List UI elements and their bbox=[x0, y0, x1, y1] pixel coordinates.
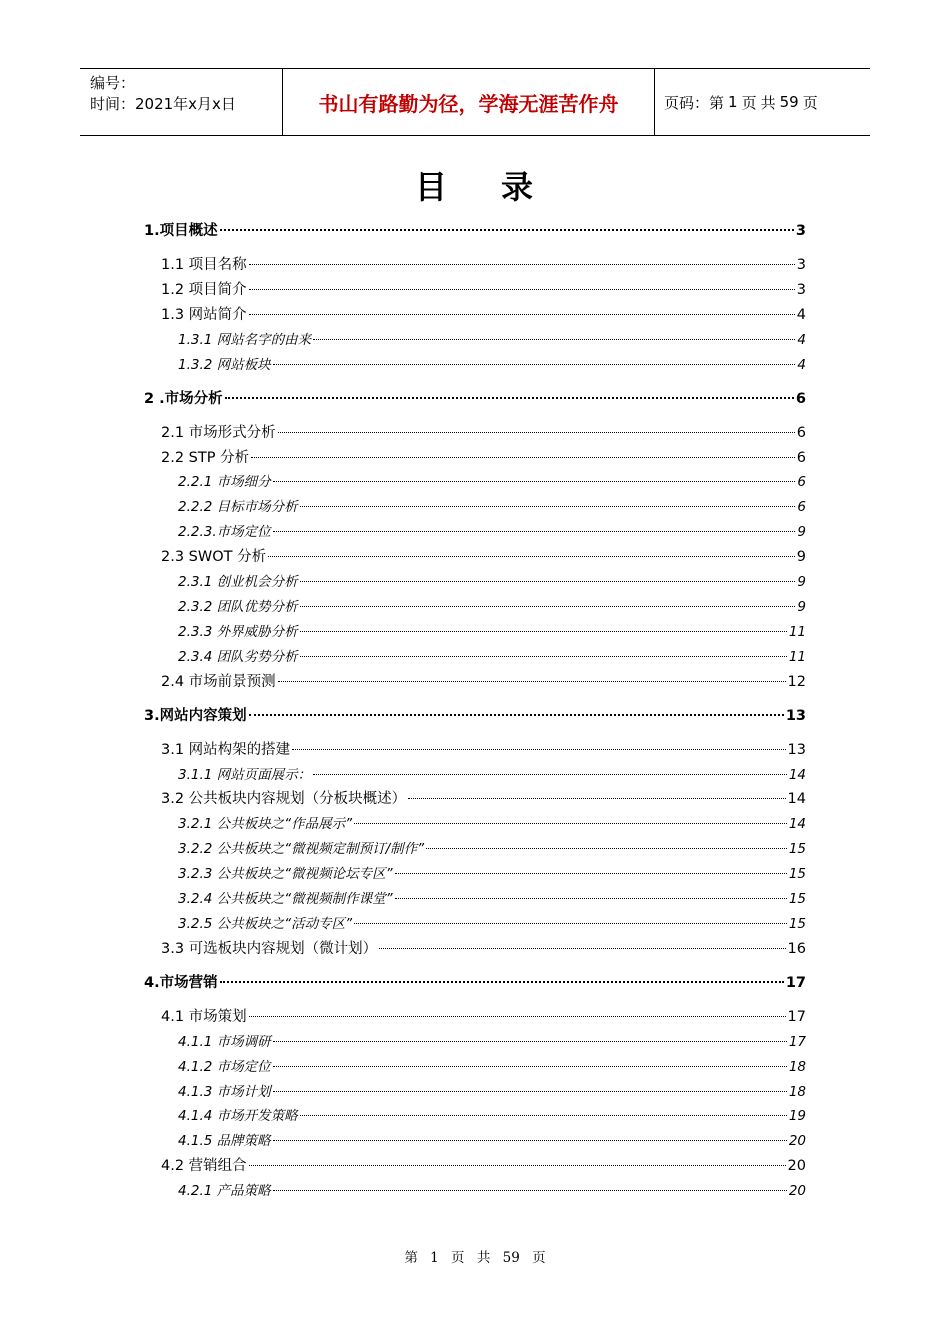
toc-entry-page: 17 bbox=[788, 1033, 806, 1050]
toc-leader-dots bbox=[249, 289, 795, 290]
footer-unit: 页 bbox=[451, 1250, 465, 1266]
toc-entry-label: 4.1.1 市场调研 bbox=[178, 1033, 271, 1050]
toc-leader-dots bbox=[354, 923, 787, 924]
toc-leader-dots bbox=[300, 581, 796, 582]
toc-entry-page: 6 bbox=[796, 449, 806, 466]
toc-entry-label: 3.2 公共板块内容规划（分板块概述） bbox=[161, 791, 407, 808]
toc-entry[interactable] bbox=[161, 1155, 806, 1177]
toc-entry-label: 2 .市场分析 bbox=[144, 390, 223, 407]
toc-leader-dots bbox=[278, 681, 786, 682]
toc-entry[interactable] bbox=[178, 888, 806, 910]
toc-leader-dots bbox=[249, 1165, 786, 1166]
toc-entry-label: 2.3.1 创业机会分析 bbox=[178, 574, 298, 590]
toc-entry-label: 2.3.4 团队劣势分析 bbox=[178, 648, 298, 665]
toc-entry[interactable] bbox=[178, 354, 806, 376]
toc-entry-page: 18 bbox=[788, 1058, 806, 1075]
toc-entry-label: 4.市场营销 bbox=[144, 974, 218, 991]
toc-entry[interactable] bbox=[178, 1031, 806, 1053]
toc-entry-label: 1.3.2 网站板块 bbox=[178, 356, 271, 373]
toc-entry-page: 17 bbox=[787, 1008, 806, 1025]
header-slogan: 书山有路勤为径，学海无涯苦作舟 bbox=[282, 69, 655, 135]
toc-entry-page: 9 bbox=[797, 574, 806, 590]
toc-entry[interactable] bbox=[178, 571, 806, 593]
header-total-unit: 页 bbox=[802, 93, 818, 112]
toc-leader-dots bbox=[300, 656, 787, 657]
header-meta bbox=[80, 69, 282, 135]
toc-leader-dots bbox=[395, 873, 787, 874]
toc-entry-page: 15 bbox=[788, 915, 806, 932]
toc-entry[interactable] bbox=[178, 521, 806, 543]
toc-entry-label: 3.3 可选板块内容规划（微计划） bbox=[161, 940, 378, 957]
toc-entry-label: 1.1 项目名称 bbox=[161, 257, 247, 273]
toc-entry-label: 3.网站内容策划 bbox=[144, 707, 247, 724]
toc-entry[interactable] bbox=[178, 913, 806, 935]
header-number-label: 编号： bbox=[90, 74, 136, 92]
toc-entry-label: 3.2.2 公共板块之“微视频定制预订/制作” bbox=[178, 841, 425, 858]
toc-entry[interactable] bbox=[178, 764, 806, 786]
toc-entry[interactable] bbox=[144, 220, 806, 242]
toc-leader-dots bbox=[273, 1190, 787, 1191]
toc-leader-dots bbox=[379, 948, 785, 949]
page-header bbox=[80, 68, 870, 136]
toc-entry-page: 6 bbox=[797, 474, 806, 491]
header-page-info bbox=[655, 69, 870, 135]
toc-entry[interactable] bbox=[178, 621, 806, 643]
toc-leader-dots bbox=[273, 481, 796, 482]
toc-entry-page: 15 bbox=[788, 841, 806, 858]
toc-entry[interactable] bbox=[161, 279, 806, 301]
toc-entry[interactable] bbox=[161, 254, 806, 276]
toc-entry-label: 3.2.4 公共板块之“微视频制作课堂” bbox=[178, 891, 393, 907]
toc-entry-label: 3.2.1 公共板块之“作品展示” bbox=[178, 816, 353, 833]
toc-entry-page: 15 bbox=[788, 891, 806, 907]
toc-leader-dots bbox=[273, 531, 796, 532]
toc-leader-dots bbox=[249, 264, 795, 265]
toc-entry[interactable] bbox=[178, 1081, 806, 1103]
toc-entry-label: 4.1.5 品牌策略 bbox=[178, 1133, 271, 1150]
toc-leader-dots bbox=[313, 339, 795, 340]
toc-entry-page: 12 bbox=[787, 673, 806, 690]
toc-entry[interactable] bbox=[178, 838, 806, 860]
toc-entry-page: 6 bbox=[796, 424, 806, 441]
toc-entry-page: 19 bbox=[788, 1108, 806, 1125]
toc-entry[interactable] bbox=[161, 671, 806, 693]
footer-total-prefix: 共 bbox=[476, 1250, 491, 1266]
toc-entry-label: 4.2 营销组合 bbox=[161, 1158, 247, 1175]
toc-entry[interactable] bbox=[161, 938, 806, 960]
toc-entry-page: 3 bbox=[796, 257, 806, 273]
toc-entry-label: 2.2.3.市场定位 bbox=[178, 524, 271, 541]
toc-leader-dots bbox=[225, 397, 794, 399]
toc-entry[interactable] bbox=[161, 1006, 806, 1028]
toc-entry-label: 2.3 SWOT 分析 bbox=[161, 549, 267, 566]
toc-leader-dots bbox=[249, 1016, 786, 1017]
toc-leader-dots bbox=[273, 1041, 787, 1042]
toc-entry-page: 14 bbox=[787, 791, 806, 808]
toc-entry[interactable] bbox=[178, 496, 806, 518]
toc-entry-page: 9 bbox=[796, 549, 806, 566]
toc-entry-label: 2.2 STP 分析 bbox=[161, 449, 250, 466]
toc-entry[interactable] bbox=[161, 304, 806, 326]
toc-entry-page: 3 bbox=[795, 223, 806, 239]
toc-entry[interactable] bbox=[161, 788, 806, 810]
toc-entry-page: 13 bbox=[785, 707, 806, 724]
toc-entry[interactable] bbox=[144, 972, 806, 994]
toc-entry-label: 1.项目概述 bbox=[144, 223, 218, 239]
footer-total-unit: 页 bbox=[532, 1250, 546, 1266]
toc-entry[interactable] bbox=[178, 813, 806, 835]
toc-entry-page: 3 bbox=[796, 281, 806, 298]
toc-leader-dots bbox=[354, 823, 787, 824]
toc-leader-dots bbox=[273, 364, 796, 365]
toc-entry[interactable] bbox=[161, 447, 806, 469]
toc-leader-dots bbox=[292, 749, 785, 750]
toc-entry-page: 11 bbox=[788, 648, 806, 665]
toc-entry-label: 4.1.3 市场计划 bbox=[178, 1083, 271, 1100]
header-total-label: 共 bbox=[760, 93, 776, 112]
toc-leader-dots bbox=[273, 1091, 787, 1092]
toc-leader-dots bbox=[278, 432, 795, 433]
toc-entry[interactable] bbox=[178, 646, 806, 668]
toc-entry[interactable] bbox=[178, 471, 806, 493]
toc-entry-label: 4.1.4 市场开发策略 bbox=[178, 1108, 298, 1125]
toc-entry[interactable] bbox=[161, 422, 806, 444]
toc-entry-label: 4.1 市场策划 bbox=[161, 1008, 247, 1025]
toc-entry-page: 4 bbox=[796, 306, 806, 323]
toc-entry[interactable] bbox=[178, 1130, 806, 1152]
toc-entry-page: 18 bbox=[788, 1083, 806, 1100]
toc-entry[interactable] bbox=[178, 329, 806, 351]
toc-entry-page: 11 bbox=[788, 623, 806, 640]
toc-entry-label: 2.2.1 市场细分 bbox=[178, 474, 271, 491]
toc-leader-dots bbox=[300, 1115, 787, 1116]
toc-entry-label: 2.2.2 目标市场分析 bbox=[178, 499, 298, 516]
toc-leader-dots bbox=[273, 1066, 787, 1067]
toc-entry-page: 4 bbox=[797, 331, 806, 348]
toc-entry-label: 2.3.2 团队优势分析 bbox=[178, 598, 298, 615]
toc-entry-label: 4.1.2 市场定位 bbox=[178, 1058, 271, 1075]
toc-leader-dots bbox=[251, 457, 795, 458]
toc-title bbox=[0, 162, 950, 208]
toc-title-left: 目 bbox=[414, 168, 449, 206]
toc-leader-dots bbox=[300, 631, 787, 632]
toc-title-right: 录 bbox=[501, 168, 536, 206]
toc-entry-label: 4.2.1 产品策略 bbox=[178, 1183, 271, 1200]
toc-entry-page: 15 bbox=[788, 866, 806, 883]
header-page-num: 1 bbox=[728, 93, 738, 111]
toc-entry[interactable] bbox=[178, 1180, 806, 1202]
footer-total: 59 bbox=[502, 1250, 520, 1266]
toc-entry-page: 20 bbox=[788, 1183, 806, 1200]
toc-entry[interactable] bbox=[161, 546, 806, 568]
toc-entry-page: 9 bbox=[797, 598, 806, 615]
header-time-label: 时间：2021年x月x日 bbox=[90, 95, 236, 113]
toc-entry-page: 4 bbox=[797, 356, 806, 373]
toc-entry-page: 17 bbox=[785, 974, 806, 991]
toc-entry-page: 16 bbox=[787, 940, 806, 957]
toc-entry-label: 1.2 项目简介 bbox=[161, 281, 247, 298]
toc-entry-page: 13 bbox=[787, 741, 806, 758]
toc-entry[interactable] bbox=[144, 388, 806, 410]
toc-leader-dots bbox=[268, 556, 795, 557]
page-footer bbox=[0, 1246, 950, 1266]
header-page-unit: 页 bbox=[741, 93, 757, 112]
toc-entry-label: 1.3 网站简介 bbox=[161, 306, 247, 323]
toc-leader-dots bbox=[395, 898, 787, 899]
footer-page: 1 bbox=[430, 1250, 439, 1266]
toc-leader-dots bbox=[220, 229, 794, 231]
toc-leader-dots bbox=[426, 848, 787, 849]
toc-entry-page: 9 bbox=[797, 524, 806, 541]
toc-leader-dots bbox=[300, 606, 796, 607]
toc-entry-label: 3.1.1 网站页面展示： bbox=[178, 766, 312, 783]
toc-entry[interactable] bbox=[144, 705, 806, 727]
toc-entry[interactable] bbox=[178, 1105, 806, 1127]
header-total-num: 59 bbox=[779, 93, 799, 111]
footer-prefix: 第 bbox=[404, 1250, 418, 1266]
toc-entry-label: 3.2.5 公共板块之“活动专区” bbox=[178, 915, 353, 932]
toc-entry-label: 2.4 市场前景预测 bbox=[161, 673, 276, 690]
toc-entry-page: 14 bbox=[788, 816, 806, 833]
toc-entry[interactable] bbox=[178, 596, 806, 618]
toc-leader-dots bbox=[300, 506, 796, 507]
toc-entry-page: 20 bbox=[788, 1133, 806, 1150]
toc-entry-label: 2.1 市场形式分析 bbox=[161, 424, 276, 441]
toc-entry-label: 3.2.3 公共板块之“微视频论坛专区” bbox=[178, 866, 393, 883]
toc-leader-dots bbox=[273, 1140, 787, 1141]
toc-leader-dots bbox=[408, 798, 785, 799]
toc-entry-page: 14 bbox=[788, 766, 806, 783]
toc-entry[interactable] bbox=[178, 863, 806, 885]
toc-entry-label: 3.1 网站构架的搭建 bbox=[161, 741, 291, 758]
toc-leader-dots bbox=[249, 714, 784, 716]
toc-entry-page: 20 bbox=[787, 1158, 806, 1175]
toc-entry[interactable] bbox=[161, 739, 806, 761]
toc-entry-page: 6 bbox=[797, 499, 806, 516]
toc-leader-dots bbox=[220, 981, 784, 983]
toc-leader-dots bbox=[249, 314, 795, 315]
toc-entry-label: 2.3.3 外界威胁分析 bbox=[178, 623, 298, 640]
toc-entry-label: 1.3.1 网站名字的由来 bbox=[178, 331, 312, 348]
toc-leader-dots bbox=[313, 774, 787, 775]
toc-entry-page: 6 bbox=[795, 390, 806, 407]
toc-entry[interactable] bbox=[178, 1056, 806, 1078]
header-page-label: 页码：第 bbox=[664, 93, 725, 112]
